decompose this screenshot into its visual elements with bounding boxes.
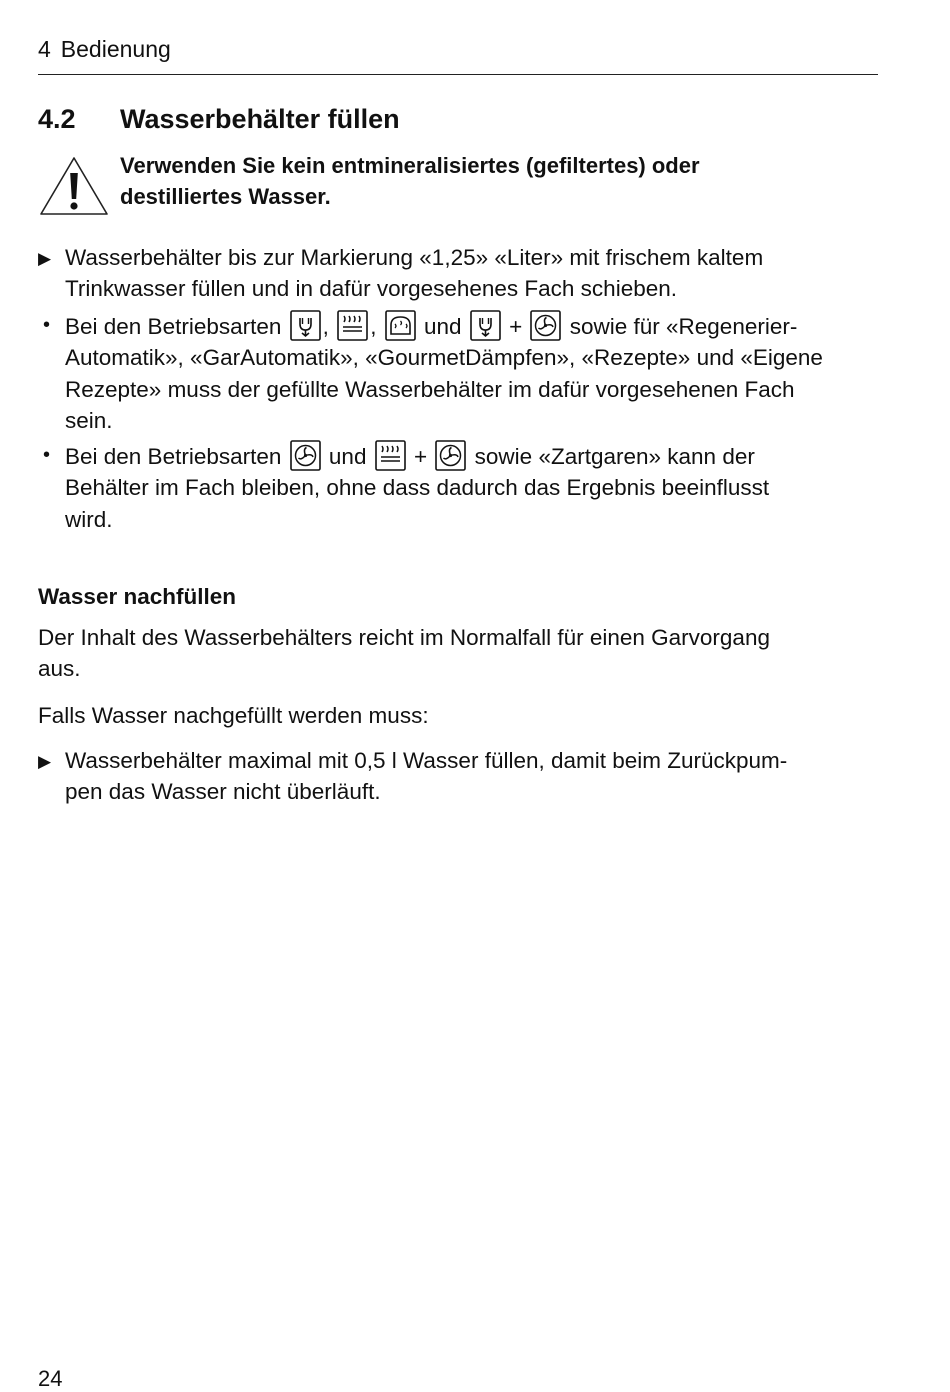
bullet-marker: • — [43, 444, 51, 466]
steam-icon — [470, 310, 501, 341]
bullet-line: Rezepte» muss der gefüllte Wasserbehälter im dafür vorgesehenen Fach — [65, 376, 795, 402]
regenerate-icon — [337, 310, 368, 341]
bullet-text: und — [423, 314, 462, 339]
section-heading: Wasserbehälter füllen — [120, 104, 400, 134]
bullet-line: sein. — [65, 407, 113, 433]
arrow-marker: ▶ — [38, 249, 52, 268]
list-item — [38, 440, 883, 535]
paragraph-line: Der Inhalt des Wasserbehälters reicht im Normalfall für einen Garvorgang — [38, 625, 770, 650]
bullet-text: , — [322, 314, 329, 339]
step-line: pen das Wasser nicht überläuft. — [65, 779, 381, 805]
section-title — [38, 104, 400, 135]
running-header — [38, 36, 171, 63]
step-line: Wasserbehälter bis zur Markierung «1,25» «Liter» mit frischem kaltem — [65, 245, 764, 270]
bullet-line: Behälter im Fach bleiben, ohne dass dadurch das Ergebnis beeinflusst — [65, 475, 770, 501]
bullet-line — [65, 440, 883, 472]
step-line: Wasserbehälter maximal mit 0,5 l Wasser füllen, damit beim Zurückpum- — [65, 748, 788, 773]
hot-air-fan-icon — [290, 440, 321, 471]
bullet-text: sowie für «Regenerier- — [569, 314, 798, 339]
paragraph: Falls Wasser nachgefüllt werden muss: — [38, 703, 429, 728]
warning-line: destilliertes Wasser. — [120, 184, 331, 209]
subsection-heading: Wasser nachfüllen — [38, 584, 236, 609]
hot-air-fan-icon — [435, 440, 466, 471]
warning-line: Verwenden Sie kein entmineralisiertes (gefiltertes) oder — [120, 153, 700, 178]
instruction-step — [38, 242, 883, 305]
steam-icon — [290, 310, 321, 341]
hot-air-fan-icon — [530, 310, 561, 341]
bullet-text: und — [328, 444, 367, 469]
bullet-line: Automatik», «GarAutomatik», «GourmetDämpfen», «Rezepte» und «Eigene — [65, 345, 823, 371]
section-number: 4.2 — [38, 104, 76, 134]
warning-triangle-icon — [38, 154, 110, 218]
dough-proving-icon — [385, 310, 416, 341]
bullet-line: wird. — [65, 506, 113, 532]
bullet-text: Bei den Betriebsarten — [65, 314, 282, 339]
bullet-text: + — [509, 314, 523, 339]
paragraph — [38, 622, 878, 685]
bullet-text: Bei den Betriebsarten — [65, 444, 282, 469]
regenerate-icon — [375, 440, 406, 471]
page-number: 24 — [38, 1366, 63, 1391]
header-rule — [38, 74, 878, 75]
arrow-marker: ▶ — [38, 752, 52, 771]
bullet-marker: • — [43, 314, 51, 336]
instruction-step — [38, 745, 883, 808]
warning-text — [120, 150, 840, 212]
chapter-title: Bedienung — [60, 36, 171, 62]
bullet-text: + — [414, 444, 428, 469]
list-item — [38, 310, 883, 436]
chapter-number: 4 — [38, 36, 51, 62]
bullet-text: , — [370, 314, 377, 339]
step-line: Trinkwasser füllen und in dafür vorgesehenes Fach schieben. — [65, 276, 678, 302]
bullet-line — [65, 310, 883, 342]
bullet-text: sowie «Zartgaren» kann der — [474, 444, 755, 469]
paragraph-line: aus. — [38, 656, 81, 682]
